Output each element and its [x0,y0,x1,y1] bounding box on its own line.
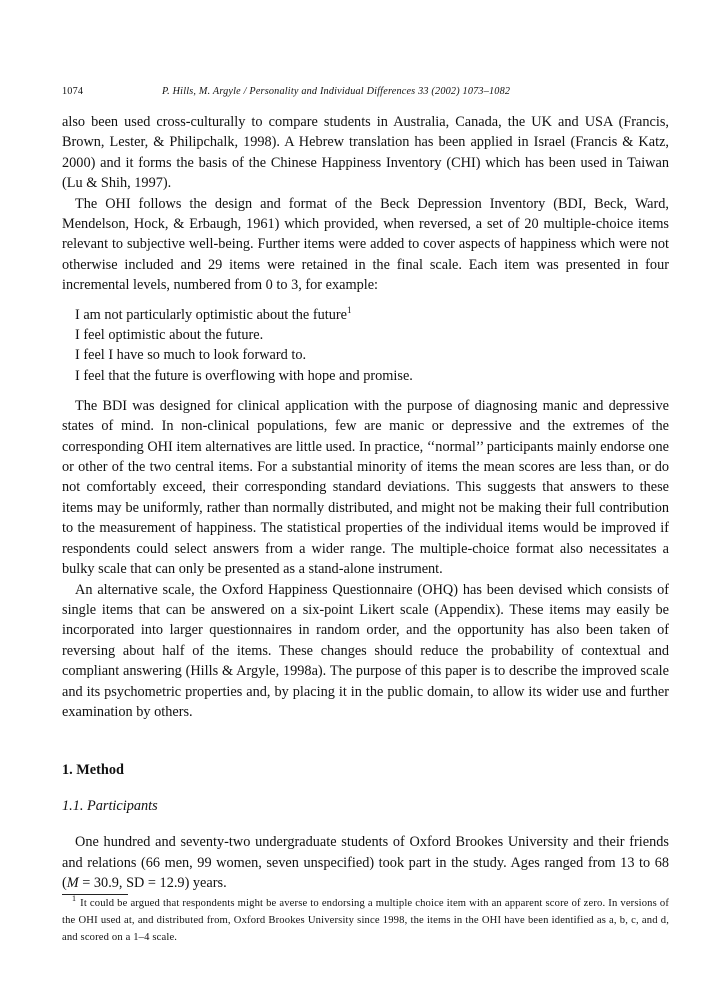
example-line-2: I feel optimistic about the future. [75,326,264,343]
paragraph-2: The OHI follows the design and format of the Beck Depression Inventory (BDI, Beck, Ward, Mendelson, Hock, & Erbaugh, 1961) which provided, when reversed, a set of 20 multiple-choice items relevant to subjective well-being. Further items were added to cover aspects of happiness which were not otherwise included and 29 items were retained in the final scale. Each item was presented in four incremental levels, numbered from 0 to 3, for example: [62,195,669,294]
page-body [62,86,669,946]
example-line-1: I am not particularly optimistic about the future$^1$ [75,304,352,323]
footnote-mark: 1 [72,894,77,904]
journal-citation: P. Hills, M. Argyle / Personality and Individual Differences 33 (2002) 1073–1082 [162,86,511,97]
section-heading: 1. Method [62,762,124,779]
example-items [75,305,669,386]
subsection-heading: 1.1. Participants [62,798,158,815]
footnote-text: It could be argued that respondents might be averse to endorsing a multiple choice item with an apparent score of zero. In versions of the OHI used at, and distributed from, Oxford Brookes University since 1998, the items in the OHI have been identified as a, b, c, and d, and scored on a 1–4 scale. [62,897,669,943]
paragraph-4: An alternative scale, the Oxford Happiness Questionnaire (OHQ) has been devised which consists of single items that can be answered on a six-point Likert scale (Appendix). These items may easily be incorporated into larger questionnaires in random order, and the opportunity has also been taken of reversing about half of the items. These changes should reduce the probability of contextual and compliant answering (Hills & Argyle, 1998a). The purpose of this paper is to describe the improved scale and its psychometric properties and, by placing it in the public domain, to allow its wider use and further examination by others. [62,581,669,720]
footnote [62,895,669,946]
paragraph-1: also been used cross-culturally to compare students in Australia, Canada, the UK and USA (Francis, Brown, Lester, & Philipchalk, 1998). A Hebrew translation has been applied in Israel (Francis & Katz, 2000) and it forms the basis of the Chinese Happiness Inventory (CHI) which has been used in Taiwan (Lu & Shih, 1997). [62,114,669,192]
example-line-4: I feel that the future is overflowing with hope and promise. [75,367,413,384]
example-line-3: I feel I have so much to look forward to. [75,347,307,364]
paragraph-5: One hundred and seventy-two undergraduate students of Oxford Brookes University and their friends and relations (66 men, 99 women, seven unspecified) took part in the study. Ages ranged from 13 to 68 (M = 30.9, SD = 12.9) years. [62,834,669,892]
paragraph-3: The BDI was designed for clinical application with the purpose of diagnosing manic and depressive states of mind. In non-clinical populations, few are manic or depressive and the extremes of the corresponding OHI item alternatives are little used. In practice, ‘‘normal’’ participants mainly endorse one or other of the two central items. For a substantial minority of items the mean scores are less than, or do not comfortably exceed, their corresponding standard deviations. This suggests that answers to these items may be uniformly, rather than normally distributed, and might not be making their full contribution to the measurement of happiness. The statistical properties of the individual items would be improved if respondents could select answers from a wider range. The multiple-choice format also necessitates a bulky scale that can only be presented as a stand-alone instrument. [62,397,669,578]
footnote-ref: 1 [346,304,352,315]
page-number: 1074 [62,86,84,97]
running-head [62,86,669,102]
